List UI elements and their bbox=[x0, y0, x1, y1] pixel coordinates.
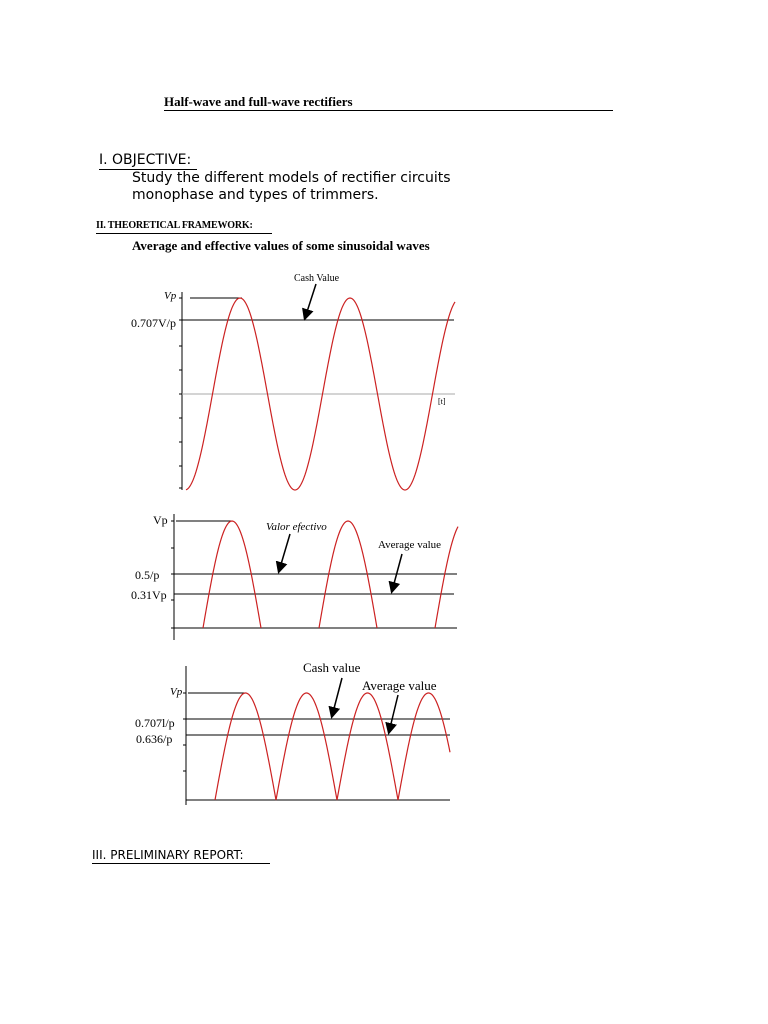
objective-line-2: monophase and types of trimmers. bbox=[132, 187, 379, 203]
full-wave-avg-label: 0.636/p bbox=[136, 732, 173, 746]
sine-annotation: Cash Value bbox=[294, 273, 340, 284]
full-wave-arrow-avg bbox=[389, 695, 398, 732]
half-wave-arrow-rms bbox=[279, 534, 290, 571]
half-wave-peak-label: Vp bbox=[153, 513, 168, 527]
full-wave-annotation-avg: Average value bbox=[362, 678, 437, 693]
sine-peak-label: Vp bbox=[164, 290, 177, 302]
full-wave-arrow-rms bbox=[332, 678, 342, 716]
framework-heading: II. THEORETICAL FRAMEWORK: bbox=[96, 220, 272, 234]
full-wave-rms-label: 0.707l/p bbox=[135, 716, 175, 730]
preliminary-report-heading: III. PRELIMINARY REPORT: bbox=[92, 848, 270, 864]
framework-subheading: Average and effective values of some sinusoidal waves bbox=[132, 238, 430, 253]
full-wave-peak-label: Vp bbox=[170, 686, 183, 698]
half-wave-avg-label: 0.31Vp bbox=[131, 588, 167, 602]
full-wave-annotation-rms: Cash value bbox=[303, 660, 361, 675]
sine-rms-label: 0.707V/p bbox=[131, 316, 176, 330]
sine-annotation-arrow bbox=[305, 284, 316, 318]
half-wave-annotation-avg: Average value bbox=[378, 539, 442, 551]
half-wave-rms-label: 0.5/p bbox=[135, 568, 160, 582]
objective-heading: I. OBJECTIVE: bbox=[99, 152, 197, 170]
half-wave-arrow-avg bbox=[392, 554, 402, 591]
sine-axes bbox=[179, 292, 455, 490]
objective-line-1: Study the different models of rectifier circuits bbox=[132, 170, 451, 186]
document-title: Half-wave and full-wave rectifiers bbox=[164, 95, 613, 111]
sine-time-label: [t] bbox=[438, 397, 446, 406]
half-wave-annotation-rms: Valor efectivo bbox=[266, 521, 327, 533]
full-wave-curve bbox=[215, 693, 450, 800]
